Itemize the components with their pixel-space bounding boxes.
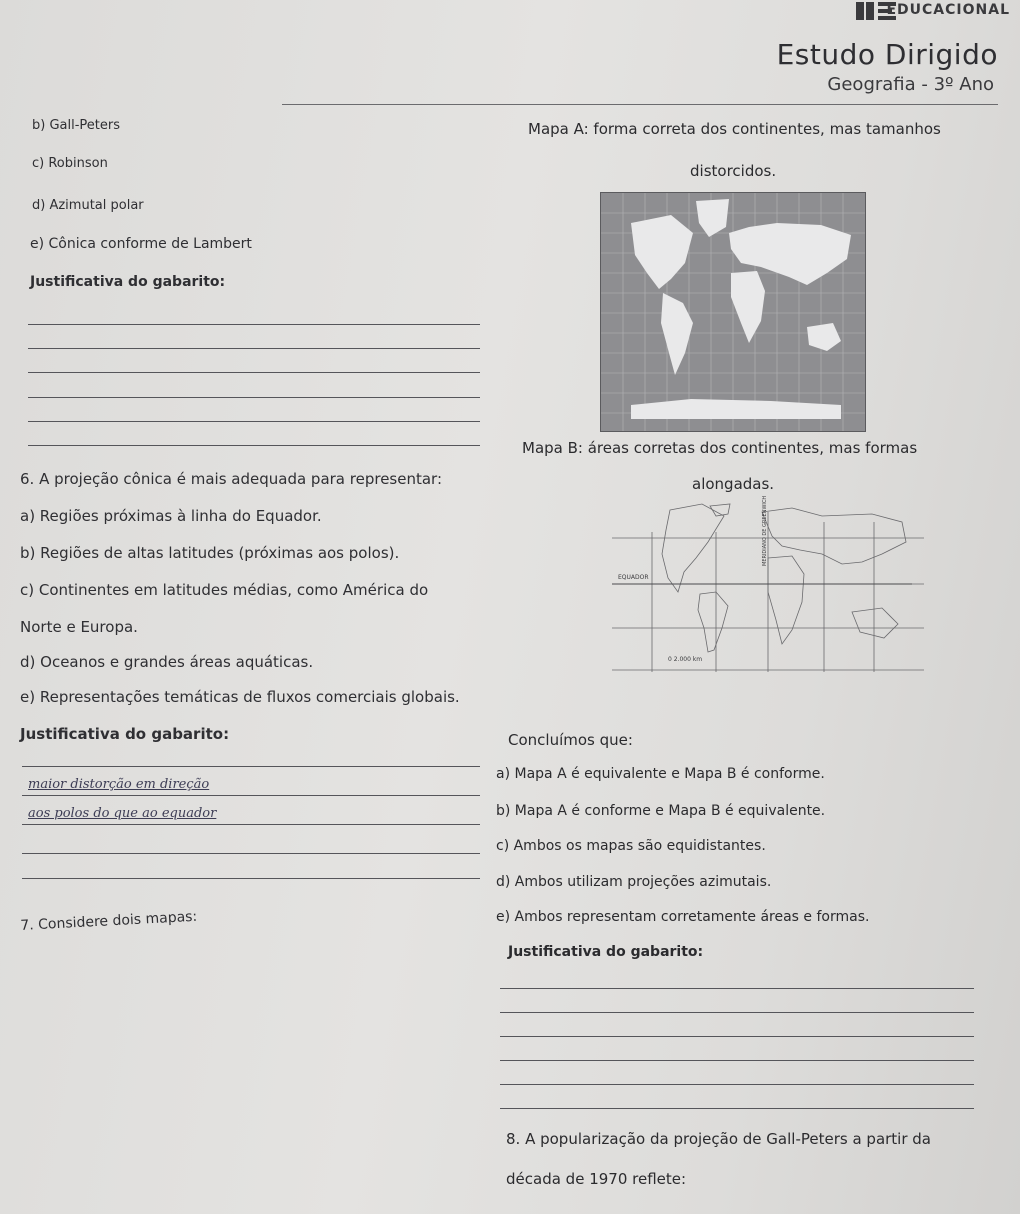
brand-name: EDUCACIONAL: [886, 2, 1010, 18]
map-a-caption: Mapa A: forma correta dos continentes, mas tamanhos: [528, 120, 941, 138]
q8-prompt: 8. A popularização da projeção de Gall-Peters a partir da: [506, 1130, 931, 1148]
map-a-mercator: [600, 192, 866, 432]
map-b-meridian-label: MERIDIANO DE GREENWICH: [762, 495, 768, 566]
answer-line[interactable]: [22, 853, 480, 854]
q7-option-e: e) Ambos representam corretamente áreas e formas.: [496, 909, 870, 925]
answer-line[interactable]: [500, 1012, 974, 1013]
answer-line[interactable]: [22, 766, 480, 767]
answer-line[interactable]: [28, 445, 480, 446]
conclusion-label: Concluímos que:: [508, 731, 633, 749]
map-a-image: [601, 193, 865, 431]
q7-option-b: b) Mapa A é conforme e Mapa B é equivalente.: [496, 803, 826, 819]
answer-line[interactable]: [28, 397, 480, 398]
answer-line[interactable]: [22, 824, 480, 825]
map-b-image: [612, 502, 924, 680]
answer-line[interactable]: [500, 988, 974, 989]
answer-line[interactable]: [22, 795, 480, 796]
q6-option-d: d) Oceanos e grandes áreas aquáticas.: [20, 653, 314, 671]
q8-prompt-cont: década de 1970 reflete:: [506, 1170, 687, 1188]
map-b-equator-label: EQUADOR: [618, 574, 649, 581]
q7-option-c: c) Ambos os mapas são equidistantes.: [496, 838, 766, 854]
q7-prompt: 7. Considere dois mapas:: [20, 908, 198, 934]
map-b-scale-label: 0 2.000 km: [668, 656, 703, 663]
q6-option-b: b) Regiões de altas latitudes (próximas aos polos).: [20, 544, 400, 562]
q6-prompt: 6. A projeção cônica é mais adequada para representar:: [20, 470, 442, 488]
q6-option-c: c) Continentes em latitudes médias, como América do: [20, 581, 429, 599]
q5-option-d: d) Azimutal polar: [32, 198, 144, 213]
answer-line[interactable]: [500, 1036, 974, 1037]
handwritten-answer-line-1: maior distorção em direção: [28, 777, 210, 792]
map-b-caption: Mapa B: áreas corretas dos continentes, mas formas: [522, 439, 918, 457]
map-b-caption-cont: alongadas.: [692, 475, 775, 493]
page-title: Estudo Dirigido: [776, 38, 998, 71]
q7-option-d: d) Ambos utilizam projeções azimutais.: [496, 874, 772, 890]
q5-option-e: e) Cônica conforme de Lambert: [30, 236, 252, 252]
q5-option-c: c) Robinson: [32, 156, 108, 171]
answer-line[interactable]: [28, 421, 480, 422]
q6-option-a: a) Regiões próximas à linha do Equador.: [20, 507, 322, 525]
answer-line[interactable]: [500, 1108, 974, 1109]
page-subtitle: Geografia - 3º Ano: [827, 74, 994, 95]
justification-label-q5: Justificativa do gabarito:: [30, 274, 226, 290]
q6-option-e: e) Representações temáticas de fluxos comerciais globais.: [20, 688, 460, 706]
map-b-gall-peters: [612, 495, 924, 680]
justification-label-q7: Justificativa do gabarito:: [508, 944, 704, 960]
q6-option-c-cont: Norte e Europa.: [20, 618, 138, 636]
header-divider: [282, 104, 998, 105]
answer-line[interactable]: [500, 1060, 974, 1061]
answer-line[interactable]: [28, 372, 480, 373]
map-a-caption-cont: distorcidos.: [690, 162, 777, 180]
answer-line[interactable]: [28, 348, 480, 349]
q7-option-a: a) Mapa A é equivalente e Mapa B é conforme.: [496, 766, 825, 782]
answer-line[interactable]: [22, 878, 480, 879]
answer-line[interactable]: [28, 324, 480, 325]
handwritten-answer-line-2: aos polos do que ao equador: [28, 806, 217, 821]
q5-option-b: b) Gall-Peters: [32, 118, 120, 133]
answer-line[interactable]: [500, 1084, 974, 1085]
justification-label-q6: Justificativa do gabarito:: [20, 725, 230, 743]
